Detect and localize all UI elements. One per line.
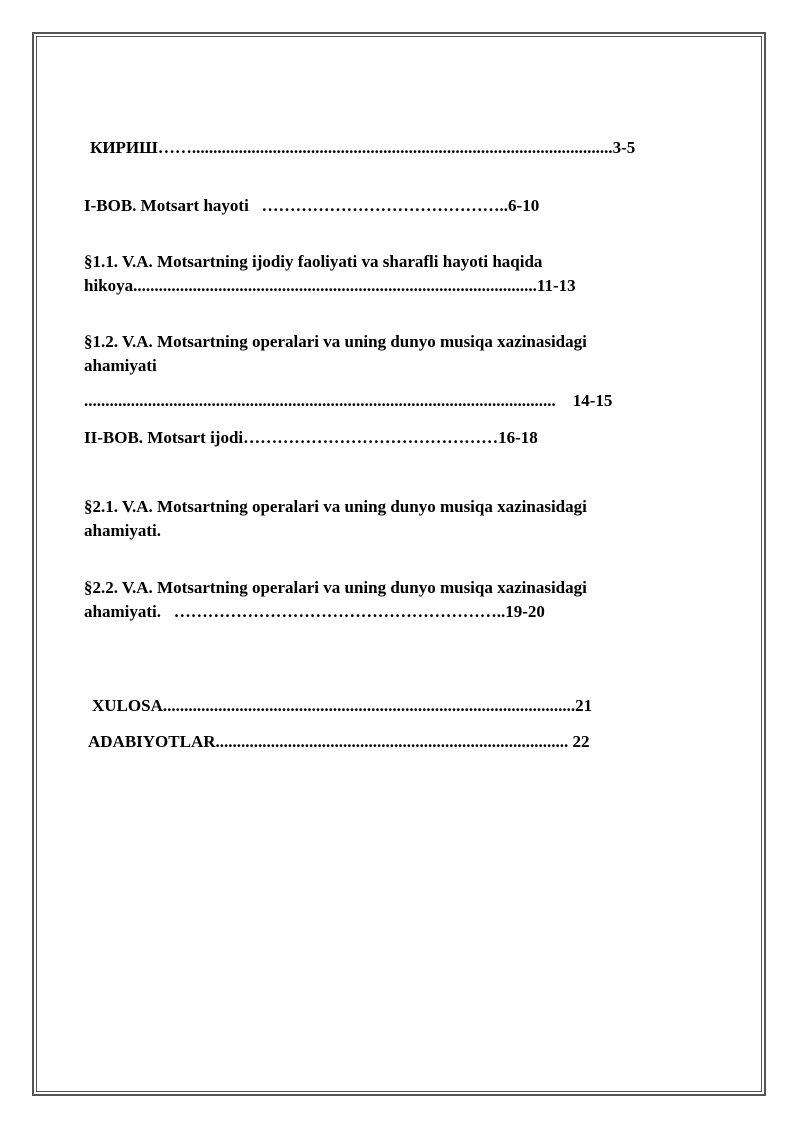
toc-section-1-2-line1: §1.2. V.A. Motsartning operalari va uning dunyo musiqa xazinasidagi bbox=[84, 332, 587, 351]
toc-conclusion: XULOSA.................................................................................................21 bbox=[92, 696, 593, 715]
toc-section-1-2-line3: ............................................................................................................... 14-15 bbox=[84, 391, 613, 410]
toc-intro: КИРИШ……...................................................................................................3-5 bbox=[90, 138, 636, 157]
toc-section-2-2-line1: §2.2. V.A. Motsartning operalari va uning dunyo musiqa xazinasidagi bbox=[84, 578, 587, 597]
toc-section-1-1-line1: §1.1. V.A. Motsartning ijodiy faoliyati va sharafli hayoti haqida bbox=[84, 252, 543, 271]
toc-section-2-2-line2: ahamiyati. …………………………………………………..19-20 bbox=[84, 602, 545, 621]
toc-section-2-1-line2: ahamiyati. bbox=[84, 521, 161, 540]
toc-references: ADABIYOTLAR................................................................................... 22 bbox=[88, 732, 590, 751]
toc-section-2-1-line1: §2.1. V.A. Motsartning operalari va uning dunyo musiqa xazinasidagi bbox=[84, 497, 587, 516]
toc-section-1-1-line2: hikoya...............................................................................................11-13 bbox=[84, 276, 576, 295]
toc-chapter-1: I-BOB. Motsart hayoti ……………………………………..6-10 bbox=[84, 196, 540, 215]
toc-chapter-2: II-BOB. Motsart ijodi………………………………………16-18 bbox=[84, 428, 538, 447]
toc-section-1-2-line2: ahamiyati bbox=[84, 356, 157, 375]
